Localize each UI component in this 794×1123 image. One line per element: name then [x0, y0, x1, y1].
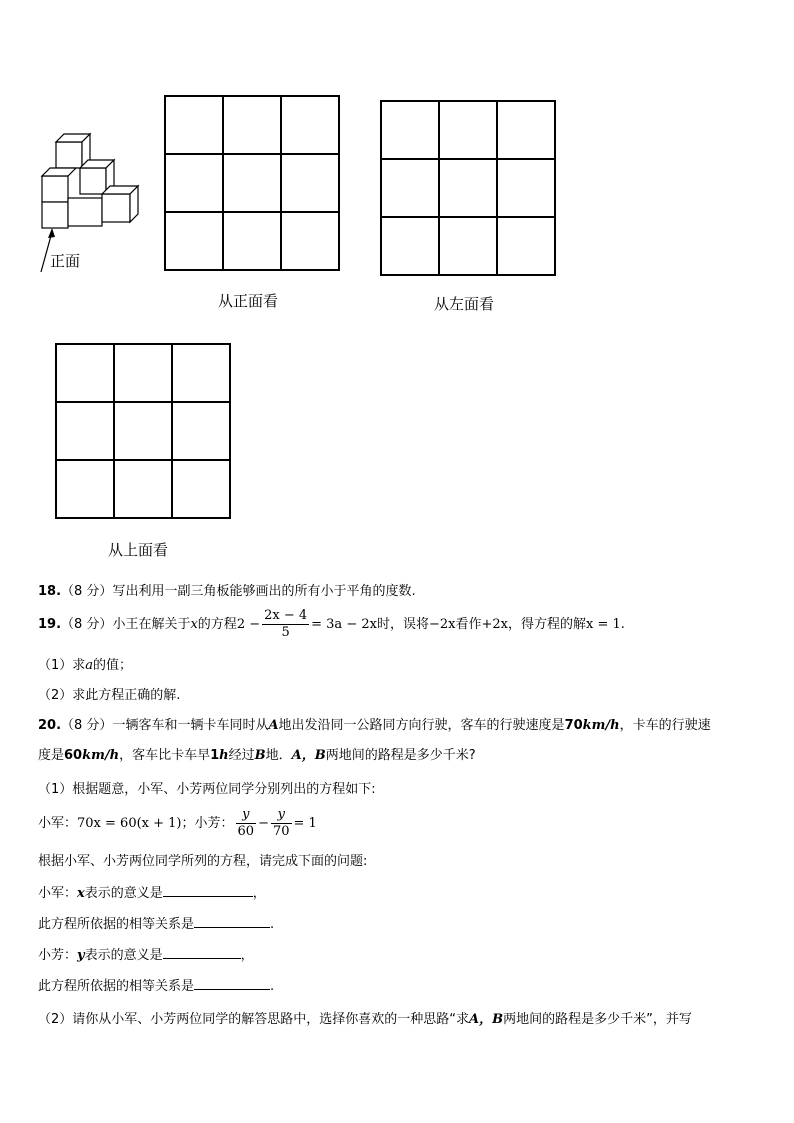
top-view-caption: 从上面看	[108, 541, 169, 559]
question-19: 19.（8 分）小王在解关于x的方程2 − $\frac{2x - 4}{5}$ = 3a − 2x时，误将−2x看作+2x，得方程的解x = 1.	[38, 608, 625, 640]
fraction-y-70: $\frac{y}{70}$	[272, 807, 290, 839]
fraction: $\frac{2x - 4}{5}$	[264, 608, 308, 640]
answer-blank[interactable]	[163, 884, 253, 897]
question-20-part2: （2）请你从小军、小芳两位同学的解答思路中，选择你喜欢的一种思路“求A，B两地间的路程是多少千米”，并写	[38, 1012, 692, 1027]
answer-blank[interactable]	[194, 977, 270, 990]
front-label: 正面	[50, 252, 81, 270]
xj-meaning-line: 小军：x表示的意义是 ，	[38, 886, 266, 901]
answer-blank[interactable]	[194, 915, 270, 928]
question-20-equations: 小军：70x = 60(x + 1)；小芳： $\frac{y}{60}$ − $\frac{y}{70}$ = 1	[38, 807, 317, 839]
question-20-line1: 20.（8 分）一辆客车和一辆卡车同时从A地出发沿同一公路同方向行驶，客车的行驶速度是70km/h，卡车的行驶速	[38, 718, 711, 733]
question-20-part1: （1）根据题意，小军、小芳两位同学分别列出的方程如下:	[38, 782, 376, 797]
left-view-grid	[380, 100, 556, 276]
top-view-grid	[55, 343, 231, 519]
xf-relation-line: 此方程所依据的相等关系是 .	[38, 979, 275, 994]
question-20-line2: 度是60km/h，客车比卡车早1h经过B地．A，B两地间的路程是多少千米?	[38, 748, 476, 763]
answer-blank[interactable]	[163, 946, 241, 959]
question-18: 18.（8 分）写出利用一副三角板能够画出的所有小于平角的度数.	[38, 584, 416, 599]
front-view-grid	[164, 95, 340, 271]
question-20-ask: 根据小军、小芳两位同学所列的方程，请完成下面的问题:	[38, 854, 368, 869]
xj-relation-line: 此方程所依据的相等关系是 .	[38, 917, 275, 932]
question-19-part2: （2）求此方程正确的解.	[38, 688, 181, 703]
front-view-caption: 从正面看	[218, 292, 279, 310]
xf-meaning-line: 小芳：y表示的意义是 ，	[38, 948, 254, 963]
question-19-part1: （1）求a的值；	[38, 658, 133, 673]
fraction-y-60: $\frac{y}{60}$	[237, 807, 255, 839]
left-view-caption: 从左面看	[434, 295, 495, 313]
